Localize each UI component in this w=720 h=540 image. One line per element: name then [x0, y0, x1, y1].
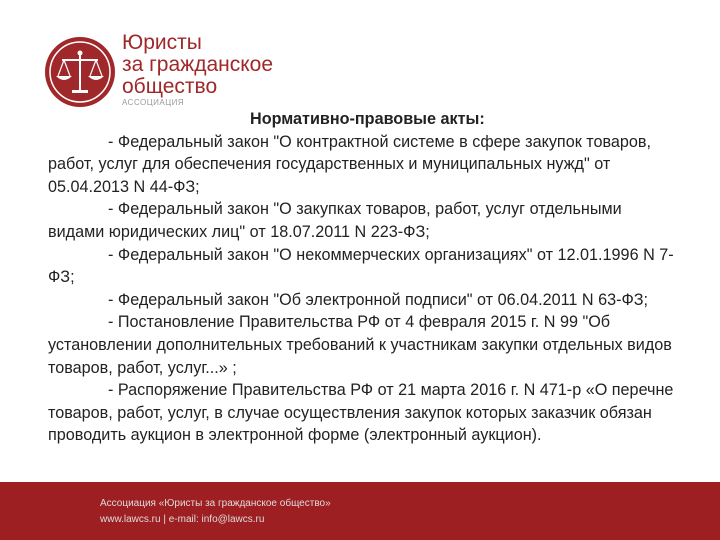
scales-of-justice-icon — [44, 36, 116, 108]
footer-bar — [0, 482, 720, 540]
logo-title-line: Юристы — [122, 31, 202, 54]
logo-subtitle: АССОЦИАЦИЯ — [122, 98, 185, 107]
logo-title-line: общество — [122, 75, 218, 98]
list-item: - Федеральный закон "О некоммерческих организациях" от 12.01.1996 N 7-ФЗ; — [48, 245, 674, 287]
logo-title — [122, 32, 273, 98]
list-item: - Постановление Правительства РФ от 4 февраля 2015 г. N 99 "Об установлении дополнительных требований к участникам закупки отдельных видов товаров, работ, услуг...» ; — [48, 313, 672, 377]
logo-title-line: за гражданское — [122, 53, 274, 76]
list-item: - Федеральный закон "О контрактной системе в сфере закупок товаров, работ, услуг для обеспечения государственных и муниципальных нужд" от 05.04.2013 N 44-ФЗ; — [48, 132, 652, 196]
association-logo — [44, 28, 284, 108]
legal-acts-list — [48, 108, 678, 447]
section-heading: Нормативно-правовые акты: — [250, 110, 485, 128]
list-item: - Федеральный закон "Об электронной подписи" от 06.04.2011 N 63-ФЗ; — [108, 290, 649, 309]
footer-org-name: Ассоциация «Юристы за гражданское общество» — [100, 498, 331, 509]
footer-contacts: www.lawcs.ru | e-mail: info@lawcs.ru — [100, 514, 265, 525]
list-item: - Федеральный закон "О закупках товаров, работ, услуг отдельными видами юридических лиц" от 18.07.2011 N 223-ФЗ; — [48, 200, 622, 241]
list-item: - Распоряжение Правительства РФ от 21 марта 2016 г. N 471-р «О перечне товаров, работ, услуг, в случае осуществления закупок которых заказчик обязан проводить аукцион в электронной форме (электронный аукцион). — [48, 381, 674, 445]
